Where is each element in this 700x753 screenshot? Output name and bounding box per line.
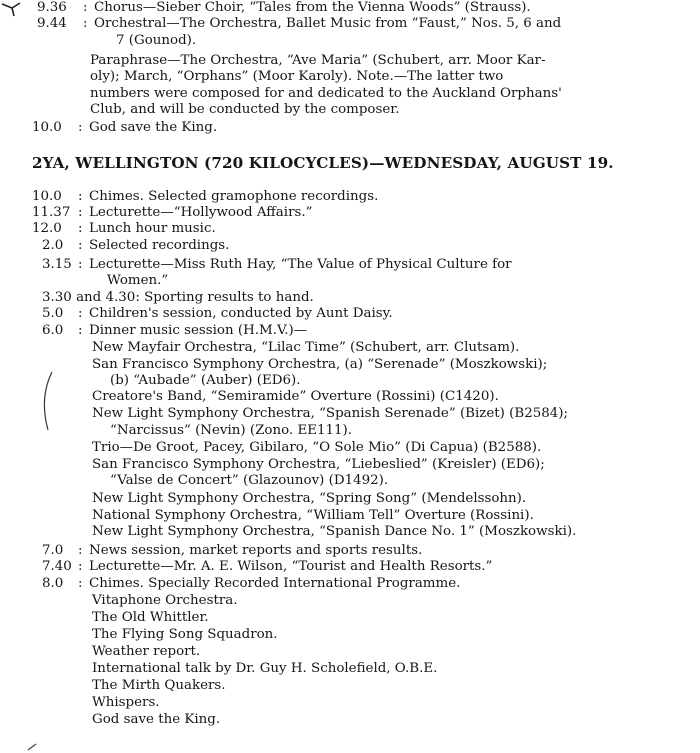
entry-944-continuation: 7 (Gounod).: [116, 33, 197, 48]
entry-text: Orchestral—The Orchestra, Ballet Music from “Faust,” Nos. 5, 6 and: [94, 16, 562, 31]
paraphrase-line: Club, and will be conducted by the composer.: [90, 102, 400, 117]
list-item: “Valse de Concert” (Glazounov) (D1492).: [110, 473, 389, 488]
pen-tick-mark: [0, 0, 30, 20]
entry-text: Chorus—Sieber Choir, “Tales from the Vienna Woods” (Strauss).: [94, 0, 531, 15]
list-item: Creatore's Band, “Semiramide” Overture (Rossini) (C1420).: [92, 389, 499, 404]
list-item: God save the King.: [92, 712, 221, 727]
list-item: The Old Whittler.: [92, 610, 209, 625]
entry-330-430: 3.30 and 4.30: Sporting results to hand.: [42, 290, 314, 305]
list-item: San Francisco Symphony Orchestra, “Liebeslied” (Kreisler) (ED6);: [92, 457, 545, 472]
list-item: New Light Symphony Orchestra, “Spring Song” (Mendelssohn).: [92, 491, 527, 506]
station-heading: 2YA, WELLINGTON (720 KILOCYCLES)—WEDNESDAY, AUGUST 19.: [32, 154, 614, 172]
list-item: Weather report.: [92, 644, 201, 659]
list-item: “Narcissus” (Nevin) (Zono. EE111).: [110, 423, 353, 438]
list-item: Vitaphone Orchestra.: [92, 593, 238, 608]
list-item: The Mirth Quakers.: [92, 678, 226, 693]
list-item: Whispers.: [92, 695, 160, 710]
list-item: San Francisco Symphony Orchestra, (a) “Serenade” (Moszkowski);: [92, 357, 548, 372]
paraphrase-line: Paraphrase—The Orchestra, “Ave Maria” (Schubert, arr. Moor Kar-: [90, 53, 546, 68]
list-item: New Light Symphony Orchestra, “Spanish Serenade” (Bizet) (B2584);: [92, 406, 569, 421]
list-item: Trio—De Groot, Pacey, Gibilaro, “O Sole Mio” (Di Capua) (B2588).: [92, 440, 542, 455]
list-item: International talk by Dr. Guy H. Scholefield, O.B.E.: [92, 661, 438, 676]
paraphrase-line: oly); March, “Orphans” (Moor Karoly). Note.—The latter two: [90, 69, 504, 84]
list-item: National Symphony Orchestra, “William Tell” Overture (Rossini).: [92, 508, 534, 523]
list-item: The Flying Song Squadron.: [92, 627, 278, 642]
entry-text: God save the King.: [89, 120, 218, 135]
pen-bracket-mark: [38, 368, 58, 438]
paraphrase-line: numbers were composed for and dedicated to the Auckland Orphans': [90, 86, 562, 101]
list-item: New Mayfair Orchestra, “Lilac Time” (Schubert, arr. Clutsam).: [92, 340, 520, 355]
list-item: New Light Symphony Orchestra, “Spanish Dance No. 1” (Moszkowski).: [92, 524, 577, 539]
entry-315-continuation: Women.”: [107, 273, 169, 288]
pen-bottom-mark: [26, 740, 40, 752]
list-item: (b) “Aubade” (Auber) (ED6).: [110, 373, 301, 388]
